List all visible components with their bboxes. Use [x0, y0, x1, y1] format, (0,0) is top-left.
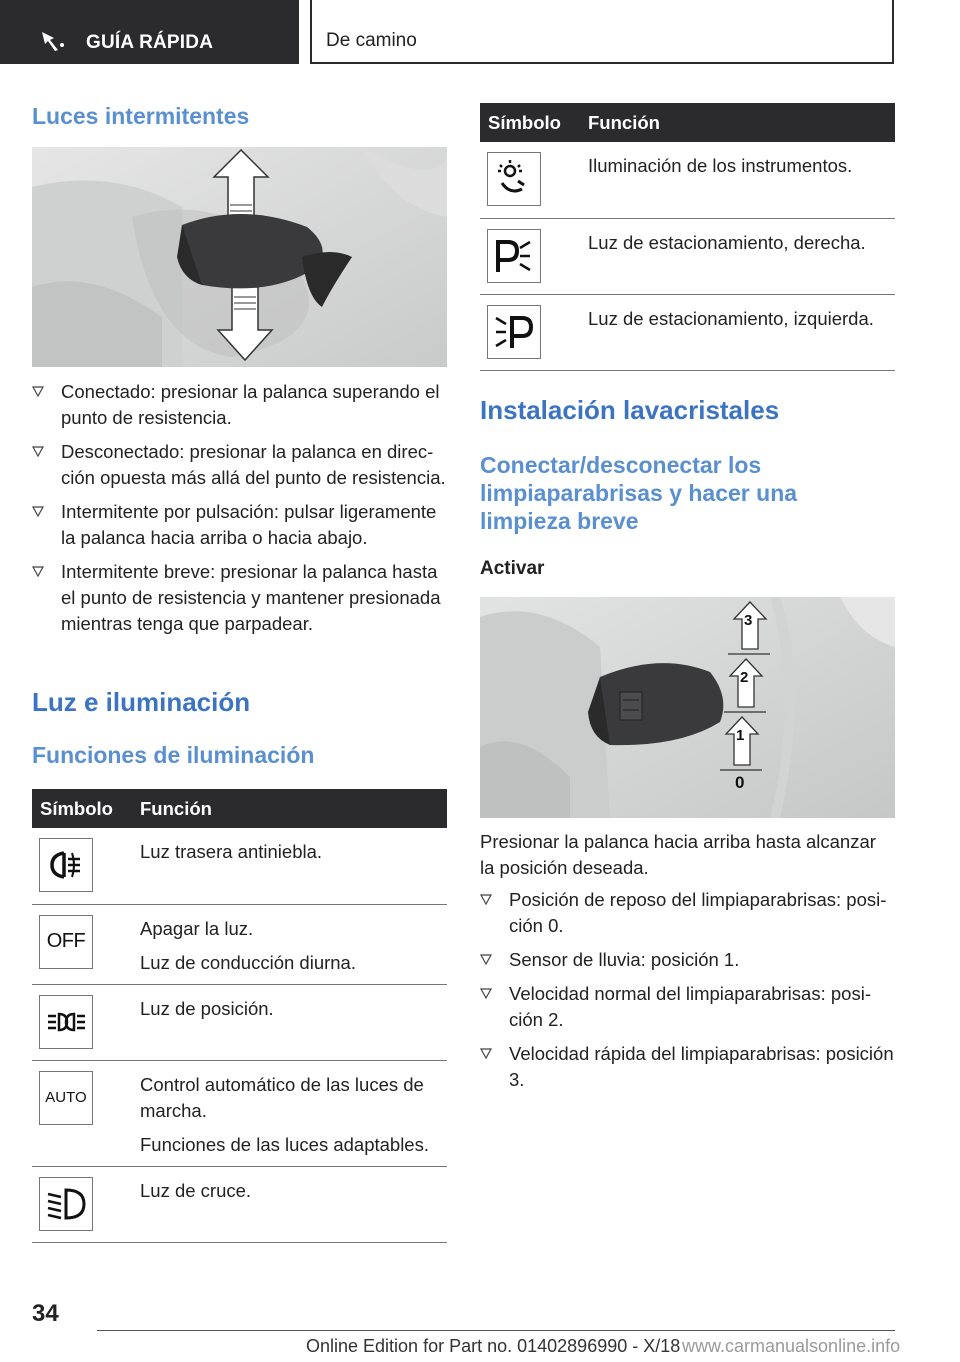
list-item [32, 379, 447, 431]
function-text: Luz de estacionamiento, derecha. [588, 231, 866, 253]
list-item [32, 499, 447, 551]
list-item-text: Intermitente breve: presionar la palanca hasta el punto de resistencia y mantener presionada mientras tenga que parpadear. [61, 561, 441, 634]
section-header [310, 0, 894, 64]
list-item [32, 439, 447, 491]
table-row [32, 1060, 447, 1166]
list-item [480, 887, 895, 939]
low-beam-icon [39, 1177, 93, 1231]
rear-fog-light-icon [39, 838, 93, 892]
watermark-text: www.carmanualsonline.info [682, 1336, 901, 1356]
list-item [480, 947, 895, 973]
position-label-0: 0 [735, 773, 745, 792]
lights-subtitle: Funciones de iluminación [32, 742, 315, 768]
list-item-text: Intermitente por pulsación: pulsar ligeramente la palanca hacia arriba o hacia abajo. [61, 501, 437, 548]
footer-divider [97, 1330, 895, 1331]
wipers-subtitle [480, 451, 895, 535]
function-text: Luz trasera antiniebla. [140, 841, 323, 862]
bullet-triangle-icon [32, 446, 44, 458]
table-row [32, 904, 447, 984]
function-text: Apagar la luz. [140, 917, 254, 939]
list-item-text: Sensor de lluvia: posición 1. [509, 949, 740, 970]
list-item [32, 559, 447, 637]
bullet-triangle-icon [32, 506, 44, 518]
column-header-function: Función [140, 789, 447, 828]
bullet-triangle-icon [32, 566, 44, 578]
function-text: Luz de posición. [140, 997, 274, 1019]
table-row [32, 984, 447, 1060]
column-header-function: Función [588, 103, 895, 142]
bullet-triangle-icon [480, 1048, 492, 1060]
auto-icon [39, 1071, 93, 1125]
table-row [32, 1166, 447, 1242]
position-label-3: 3 [744, 612, 753, 629]
position-label-2: 2 [740, 669, 749, 686]
wiper-lever-figure [480, 597, 895, 818]
lights-title: Luz e iluminación [32, 687, 251, 717]
bullet-triangle-icon [32, 386, 44, 398]
list-item-text: Desconectado: presionar la palanca en dirección opuesta más allá del punto de resistencia. [61, 441, 446, 488]
activate-label: Activar [480, 558, 545, 579]
parking-light-right-icon [487, 229, 541, 283]
function-text: Luz de cruce. [140, 1179, 252, 1201]
function-text: Iluminación de los instrumentos. [588, 155, 853, 176]
bullet-triangle-icon [480, 894, 492, 906]
off-icon [39, 915, 93, 969]
list-item [480, 1041, 895, 1093]
list-item-text: Conectado: presionar la palanca superando el punto de resistencia. [61, 381, 440, 428]
table-row [480, 218, 895, 294]
quick-guide-icon [40, 30, 68, 52]
chapter-tab-label: GUÍA RÁPIDA [86, 32, 214, 53]
parking-light-left-icon [487, 305, 541, 359]
wiper-positions-list [480, 887, 895, 1101]
bullet-triangle-icon [480, 954, 492, 966]
page-number: 34 [32, 1300, 59, 1327]
auto-icon-text: AUTO [45, 1089, 87, 1106]
turn-signal-lever-illustration [32, 147, 447, 367]
table-row [480, 294, 895, 370]
table-row [32, 828, 447, 904]
edition-text: Online Edition for Part no. 01402896990 - X/18 [306, 1336, 681, 1356]
list-item [480, 981, 895, 1033]
position-light-icon [39, 995, 93, 1049]
list-item-text: Velocidad rápida del limpiaparabrisas: posición 3. [509, 1043, 894, 1090]
column-header-symbol: Símbolo [32, 789, 140, 828]
section-header-label: De camino [326, 30, 417, 51]
function-text: Control automático de las luces de marcha. [140, 1073, 424, 1121]
function-text: Funciones de las luces adaptables. [140, 1133, 429, 1155]
turn-signal-list [32, 379, 447, 645]
position-label-1: 1 [736, 727, 745, 744]
function-text: Luz de conducción diurna. [140, 951, 356, 973]
off-icon-text: OFF [46, 930, 86, 952]
lighting-functions-table [32, 789, 447, 1243]
table-row [480, 142, 895, 218]
wipers-intro-text: Presionar la palanca hacia arriba hasta alcanzar la posición deseada. [480, 831, 876, 878]
wipers-title: Instalación lavacristales [480, 395, 780, 425]
list-item-text: Posición de reposo del limpiaparabrisas: posición 0. [509, 889, 887, 936]
bullet-triangle-icon [480, 988, 492, 1000]
function-text: Luz de estacionamiento, izquierda. [588, 307, 874, 329]
chapter-tab [0, 0, 299, 64]
instrument-lighting-icon [487, 152, 541, 206]
lighting-functions-table-continued [480, 103, 895, 371]
turn-signals-title: Luces intermitentes [32, 103, 250, 129]
wipers-subtitle-line: Conectar/desconectar los [480, 452, 762, 478]
column-header-symbol: Símbolo [480, 103, 588, 142]
wiper-lever-illustration [480, 597, 895, 818]
wipers-subtitle-line: limpieza breve [480, 508, 639, 534]
list-item-text: Velocidad normal del limpiaparabrisas: posición 2. [509, 983, 871, 1030]
wipers-subtitle-line: limpiaparabrisas y hacer una [480, 480, 798, 506]
turn-signal-lever-figure [32, 147, 447, 367]
